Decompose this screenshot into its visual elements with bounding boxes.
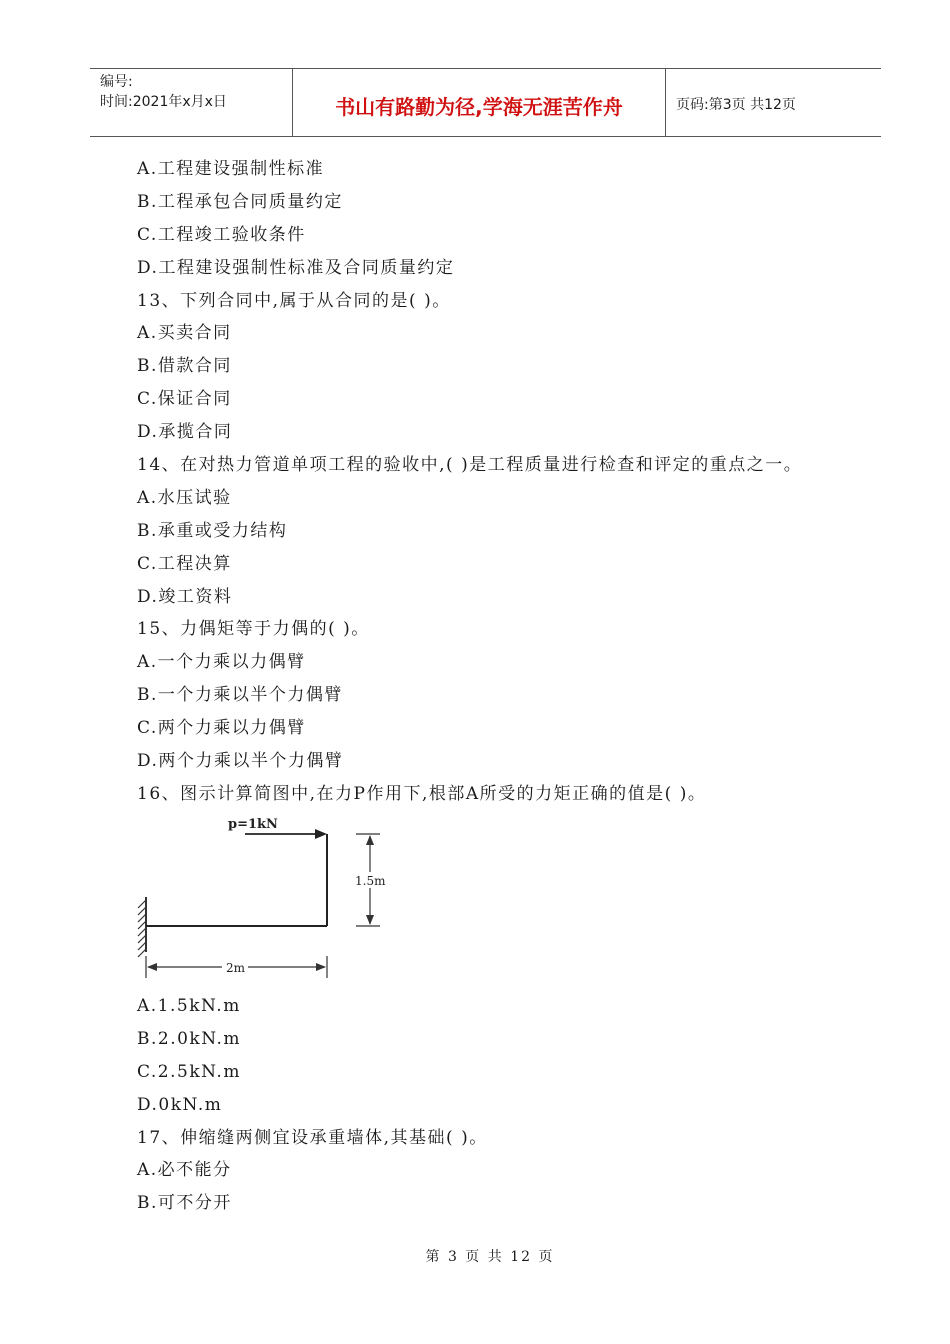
width-label: 2m xyxy=(226,961,246,975)
page-header xyxy=(90,68,881,137)
page-footer: 第 3 页 共 12 页 xyxy=(425,1249,555,1265)
text-line: B.可不分开 xyxy=(137,1193,232,1214)
header-page-cell xyxy=(666,69,881,136)
text-line: A.工程建设强制性标准 xyxy=(137,159,325,179)
text-line: C.两个力乘以力偶臂 xyxy=(137,718,306,739)
text-line: D.工程建设强制性标准及合同质量约定 xyxy=(137,257,455,278)
question-text-bottom xyxy=(137,990,877,1220)
text-line: D.0kN.m xyxy=(137,1094,223,1115)
width-dim-arrow-right xyxy=(316,963,326,971)
text-line: C.工程竣工验收条件 xyxy=(137,224,306,245)
question-16: 16、图示计算简图中,在力P作用下,根部A所受的力矩正确的值是( )。 xyxy=(137,783,707,804)
text-line: A.水压试验 xyxy=(137,487,232,508)
question-17: 17、伸缩缝两侧宜设承重墙体,其基础( )。 xyxy=(137,1127,488,1148)
document-time-label: 时间:2021年x月x日 xyxy=(100,94,227,110)
text-line: A.必不能分 xyxy=(137,1160,232,1181)
header-motto: 书山有路勤为径,学海无涯苦作舟 xyxy=(335,95,623,119)
text-line: B.借款合同 xyxy=(137,356,232,377)
support-hatching xyxy=(138,900,146,957)
text-line: D.两个力乘以半个力偶臂 xyxy=(137,751,344,772)
height-label: 1.5m xyxy=(355,874,386,888)
text-line: B.2.0kN.m xyxy=(137,1028,242,1049)
force-arrowhead xyxy=(315,829,327,839)
question-15: 15、力偶矩等于力偶的( )。 xyxy=(137,619,370,640)
header-info-cell xyxy=(90,69,293,136)
text-line: C.2.5kN.m xyxy=(137,1061,241,1082)
text-line: A.买卖合同 xyxy=(137,323,232,344)
width-dim-arrow-left xyxy=(147,963,157,971)
text-line: B.工程承包合同质量约定 xyxy=(137,191,343,212)
question-text-top xyxy=(137,153,877,811)
header-motto-cell xyxy=(293,69,666,136)
question-13: 13、下列合同中,属于从合同的是( )。 xyxy=(137,290,451,311)
header-page-number: 页码:第3页 共12页 xyxy=(676,97,796,113)
text-line: B.一个力乘以半个力偶臂 xyxy=(137,685,343,706)
height-dim-arrow-down xyxy=(366,915,374,925)
height-dim-arrow-up xyxy=(366,835,374,845)
text-line: D.承揽合同 xyxy=(137,422,233,443)
text-line: A.1.5kN.m xyxy=(137,996,241,1016)
question-14: 14、在对热力管道单项工程的验收中,( )是工程质量进行检查和评定的重点之一。 xyxy=(137,455,803,476)
document-number-label: 编号: xyxy=(100,74,133,90)
text-line: B.承重或受力结构 xyxy=(137,520,288,541)
text-line: C.工程决算 xyxy=(137,553,232,574)
cantilever-diagram xyxy=(130,812,390,987)
text-line: D.竣工资料 xyxy=(137,586,233,607)
text-line: C.保证合同 xyxy=(137,389,232,410)
force-label: p=1kN xyxy=(228,817,278,832)
text-line: A.一个力乘以力偶臂 xyxy=(137,652,306,673)
